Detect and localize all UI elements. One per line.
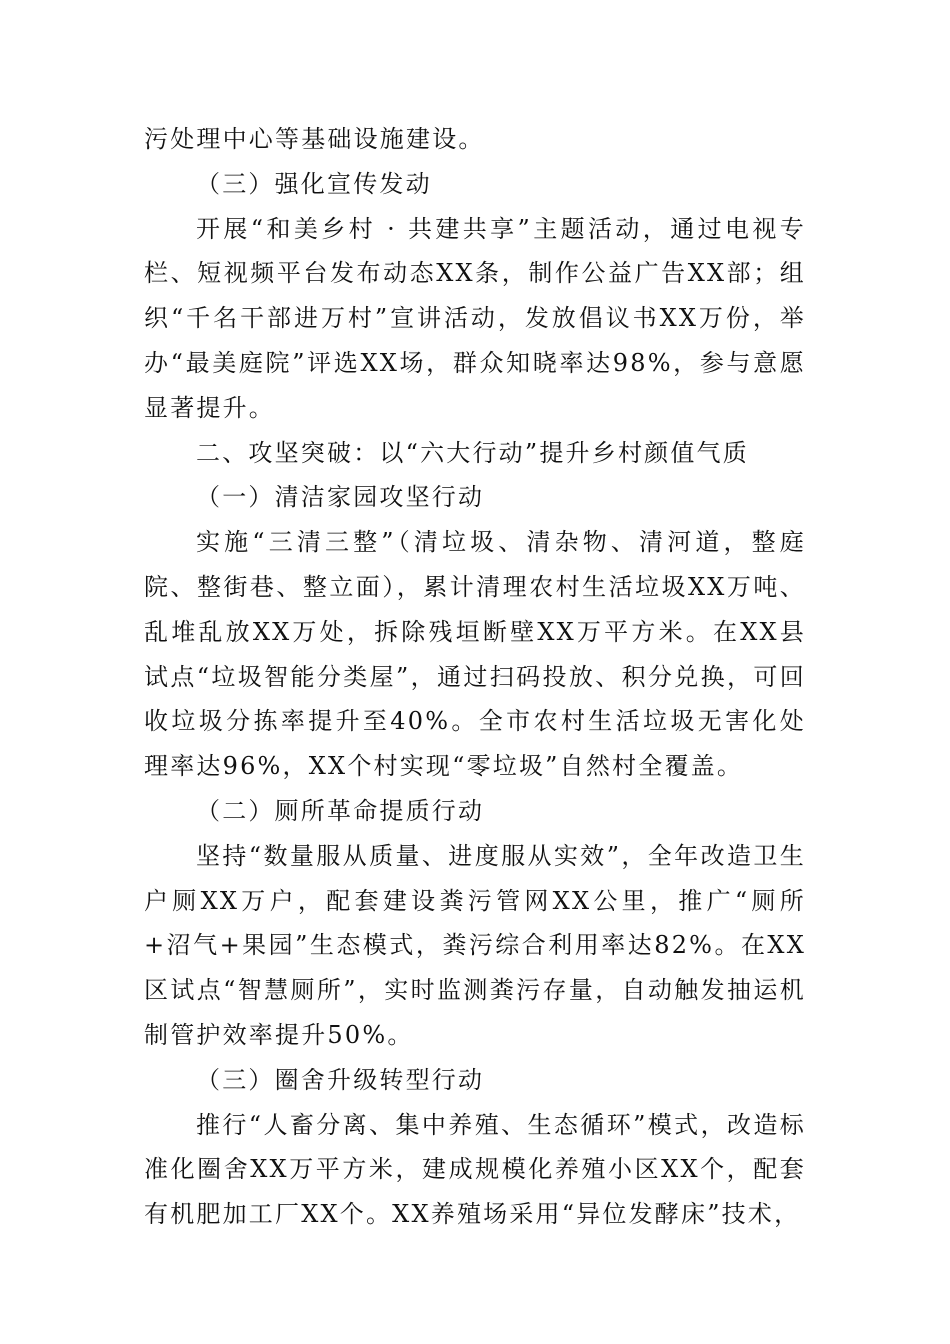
paragraph-continuation: 污处理中心等基础设施建设。 xyxy=(144,125,485,153)
paragraph-toilet-revolution: 坚持“数量服从质量、进度服从实效”，全年改造卫生户厕XX万户，配套建设粪污管网XX公里，推广“厕所+沼气+果园”生态模式，粪污综合利用率达82%。在XX区试点“智慧厕所”，实时监测粪污存量，自动触发抽运机制管护效率提升50%。 xyxy=(144,841,806,1049)
paragraph-publicity: 开展“和美乡村 · 共建共享”主题活动，通过电视专栏、短视频平台发布动态XX条，制作公益广告XX部；组织“千名干部进万村”宣讲活动，发放倡议书XX万份，举办“最美庭院”评选XX场，群众知晓率达98%，参与意愿显著提升。 xyxy=(144,214,806,422)
paragraph-livestock-pens: 推行“人畜分离、集中养殖、生态循环”模式，改造标准化圈舍XX万平方米，建成规模化养殖小区XX个，配套有机肥加工厂XX个。XX养殖场采用“异位发酵床”技术， xyxy=(144,1110,806,1229)
chapter-heading-2: 二、攻坚突破：以“六大行动”提升乡村颜值气质 xyxy=(196,438,749,467)
section-heading-2: （二）厕所革命提质行动 xyxy=(196,796,485,825)
document-body xyxy=(144,117,806,1237)
section-heading-1: （一）清洁家园攻坚行动 xyxy=(196,483,485,512)
paragraph-clean-homes: 实施“三清三整”（清垃圾、清杂物、清河道，整庭院、整街巷、整立面），累计清理农村生活垃圾XX万吨、乱堆乱放XX万处，拆除残垣断壁XX万平方米。在XX县试点“垃圾智能分类屋”，通过扫码投放、积分兑换，可回收垃圾分拣率提升至40%。全市农村生活垃圾无害化处理率达96%，XX个村实现“零垃圾”自然村全覆盖。 xyxy=(144,528,806,781)
section-heading-3b: （三）圈舍升级转型行动 xyxy=(196,1065,485,1094)
section-heading-3: （三）强化宣传发动 xyxy=(196,169,432,198)
